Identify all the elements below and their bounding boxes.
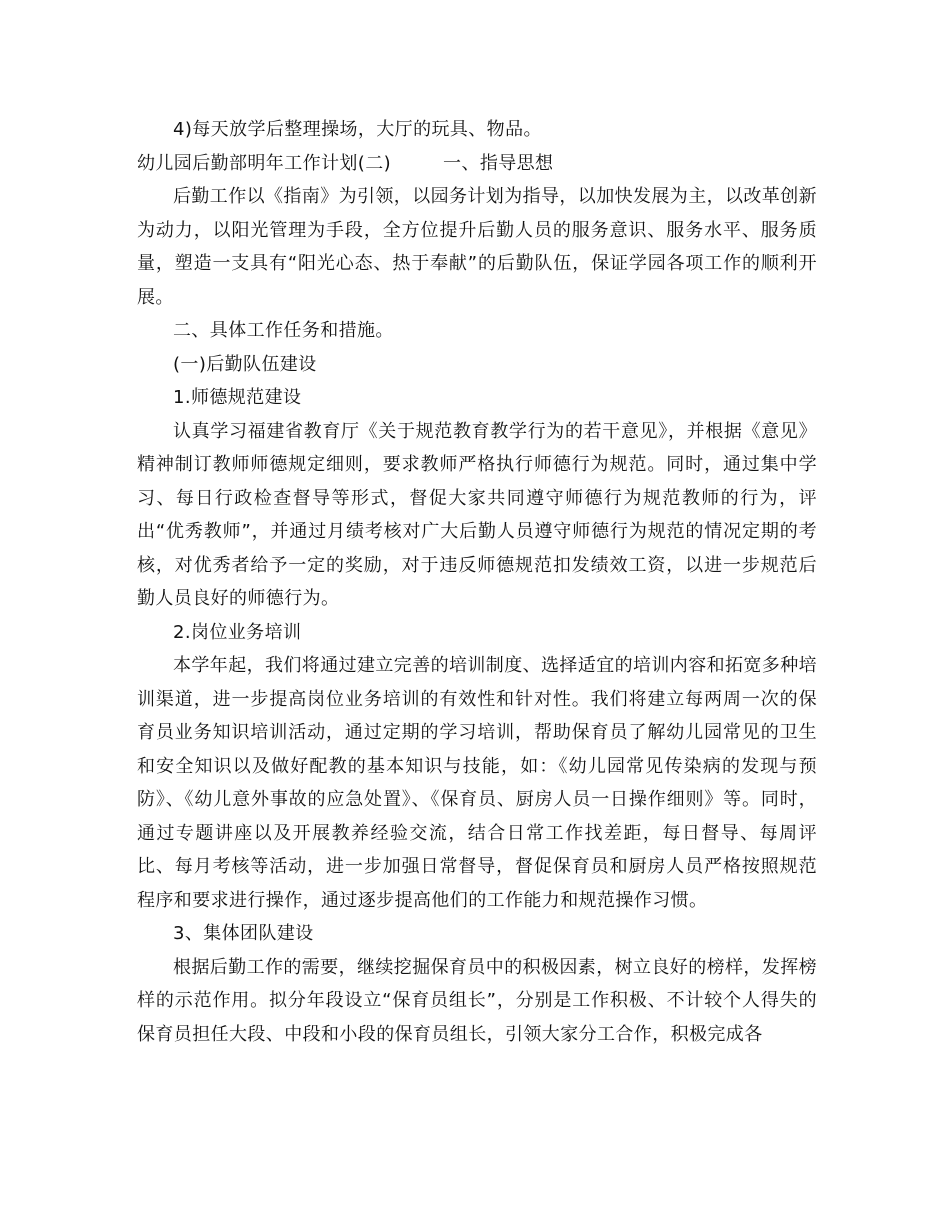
document-body	[137, 113, 817, 1051]
section-title-line	[137, 147, 817, 181]
section-title: 幼儿园后勤部明年工作计划(二)	[137, 152, 392, 174]
item-2-body: 本学年起，我们将通过建立完善的培训制度、选择适宜的培训内容和拓宽多种培训渠道，进一步提高岗位业务培训的有效性和针对性。我们将建立每两周一次的保育员业务知识培训活动，通过定期的学习培训，帮助保育员了解幼儿园常见的卫生和安全知识以及做好配教的基本知识与技能，如：《幼儿园常见传染病的发现与预防》、《幼儿意外事故的应急处置》、《保育员、厨房人员一日操作细则》等。同时，通过专题讲座以及开展教养经验交流，结合日常工作找差距，每日督导、每周评比、每月考核等活动，进一步加强日常督导，督促保育员和厨房人员严格按照规范程序和要求进行操作，通过逐步提高他们的工作能力和规范操作习惯。	[137, 655, 817, 911]
section-heading-guiding: 一、指导思想	[443, 152, 554, 174]
item-1-title: 1.师德规范建设	[173, 387, 302, 408]
item-3-body: 根据后勤工作的需要，继续挖掘保育员中的积极因素，树立良好的榜样，发挥榜样的示范作用。拟分年段设立“保育员组长”，分别是工作积极、不计较个人得失的保育员担任大段、中段和小段的保育员组长，引领大家分工合作，积极完成各	[137, 956, 817, 1045]
item-2-title: 2.岗位业务培训	[173, 621, 302, 643]
item-3-title: 3、集体团队建设	[173, 923, 314, 944]
subsection-logistics-team: (一)后勤队伍建设	[173, 353, 317, 375]
section-heading-tasks: 二、具体工作任务和措施。	[173, 320, 394, 341]
title-spacer	[391, 147, 443, 181]
item-1-body: 认真学习福建省教育厅《关于规范教育教学行为的若干意见》，并根据《意见》精神制订教师师德规定细则，要求教师严格执行师德行为规范。同时，通过集中学习、每日行政检查督导等形式，督促大家共同遵守师德行为规范教师的行为，评出“优秀教师”，并通过月绩考核对广大后勤人员遵守师德行为规范的情况定期的考核，对优秀者给予一定的奖励，对于违反师德规范扣发绩效工资，以进一步规范后勤人员良好的师德行为。	[137, 420, 817, 609]
list-item-4: 4)每天放学后整理操场，大厅的玩具、物品。	[173, 119, 542, 140]
paragraph-guiding-thought: 后勤工作以《指南》为引领，以园务计划为指导，以加快发展为主，以改革创新为动力，以阳光管理为手段，全方位提升后勤人员的服务意识、服务水平、服务质量，塑造一支具有“阳光心态、热于奉献”的后勤队伍，保证学园各项工作的顺利开展。	[137, 186, 817, 308]
